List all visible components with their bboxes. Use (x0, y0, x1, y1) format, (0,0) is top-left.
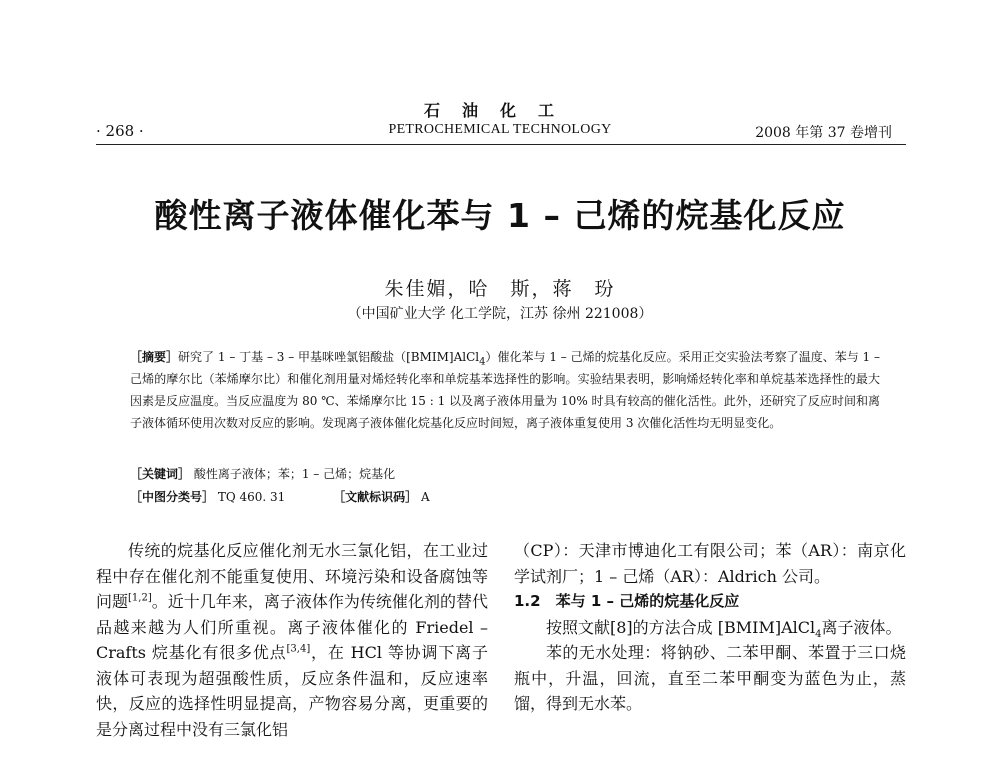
body-left-column (96, 538, 488, 742)
section-heading (514, 589, 906, 615)
classification (130, 488, 430, 505)
authors: 朱佳媚，哈 斯，蒋 玢 (384, 278, 616, 300)
benzene-drying-paragraph: 苯的无水处理：将钠砂、二苯甲酮、苯置于三口烧瓶中，升温，回流，直至二苯甲酮变为蓝色为止，蒸馏，得到无水苯。 (514, 643, 906, 713)
section-title: 苯与 1 – 己烯的烷基化反应 (555, 592, 740, 610)
citation-1-2: [1,2] (128, 592, 152, 604)
intro-text-a: 传统的烷基化反应催化剂无水三氯化铝，在工业过程中存在催化剂不能重复使用、环境污染和设备腐蚀等问题 (96, 541, 488, 611)
reagents-paragraph: （CP）：天津市博迪化工有限公司；苯（AR）：南京化学试剂厂；1 – 己烯（AR）：Aldrich 公司。 (514, 541, 906, 586)
keywords-label: ［关键词］ (130, 467, 191, 481)
citation-3-4: [3,4] (286, 643, 311, 655)
page-number: · 268 · (96, 122, 144, 140)
intro-text-c: ，在 HCl 等协调下离子液体可表现为超强酸性质，反应条件温和，反应速率快，反应的选择性明显提高，产物容易分离，更重要的是分离过程中没有三氯化铝 (96, 643, 488, 739)
affiliation: （中国矿业大学 化工学院，江苏 徐州 221008） (347, 306, 653, 322)
synthesis-text-b: 离子液体。 (821, 617, 902, 637)
doc-code-label: ［文献标识码］ (333, 490, 418, 504)
class-label: ［中图分类号］ (130, 490, 215, 504)
abstract-label: ［摘要］ (130, 350, 179, 364)
abstract-text-a: 研究了 1 – 丁基 – 3 – 甲基咪唑氯铝酸盐（[BMIM]AlCl (178, 350, 480, 364)
header-rule (96, 144, 906, 145)
synthesis-text-a: 按照文献[8]的方法合成 [BMIM]AlCl (546, 617, 816, 637)
journal-name-cn: 石油化工 (423, 101, 576, 120)
issue-info: 2008 年第 37 卷增刊 (755, 125, 892, 141)
synthesis-paragraph (514, 615, 906, 641)
body-right-column (514, 538, 906, 717)
abstract-text-b: ）催化苯与 1 – 己烯的烷基化反应。采用正交实验法考察了温度、苯与 1 – 己烯的摩尔比（苯烯摩尔比）和催化剂用量对烯烃转化率和单烷基苯选择性的影响。实验结果表明，影响烯烃转化率和单烷基苯选择性的最大因素是反应温度。当反应温度为 80 ℃、苯烯摩尔比 15 : 1 以及离子液体用量为 10% 时具有较高的催化活性。此外，还研究了反应时间和离子液体循环使用次数对反应的影响。发现离子液体催化烷基化反应时间短，离子液体重复使用 3 次催化活性均无明显变化。 (130, 350, 880, 430)
section-number: 1.2 (514, 592, 541, 610)
keywords-text: 酸性离子液体；苯；1 – 己烯；烷基化 (193, 467, 396, 481)
synthesis-subscript: 4 (815, 628, 822, 640)
abstract (130, 346, 880, 434)
journal-name-en: PETROCHEMICAL TECHNOLOGY (388, 122, 612, 137)
intro-text-b: 。近十几年来，离子液体作为传统催化剂的替代品越来越为人们所重视。离子液体催化的 Friedel – Crafts 烷基化有很多优点 (96, 592, 488, 662)
class-number: TQ 460. 31 (217, 490, 286, 504)
article-title: 酸性离子液体催化苯与 1 – 己烯的烷基化反应 (154, 196, 846, 235)
doc-code: A (420, 490, 430, 504)
keywords (130, 465, 395, 482)
intro-paragraph (96, 538, 488, 742)
abstract-subscript: 4 (479, 356, 486, 368)
